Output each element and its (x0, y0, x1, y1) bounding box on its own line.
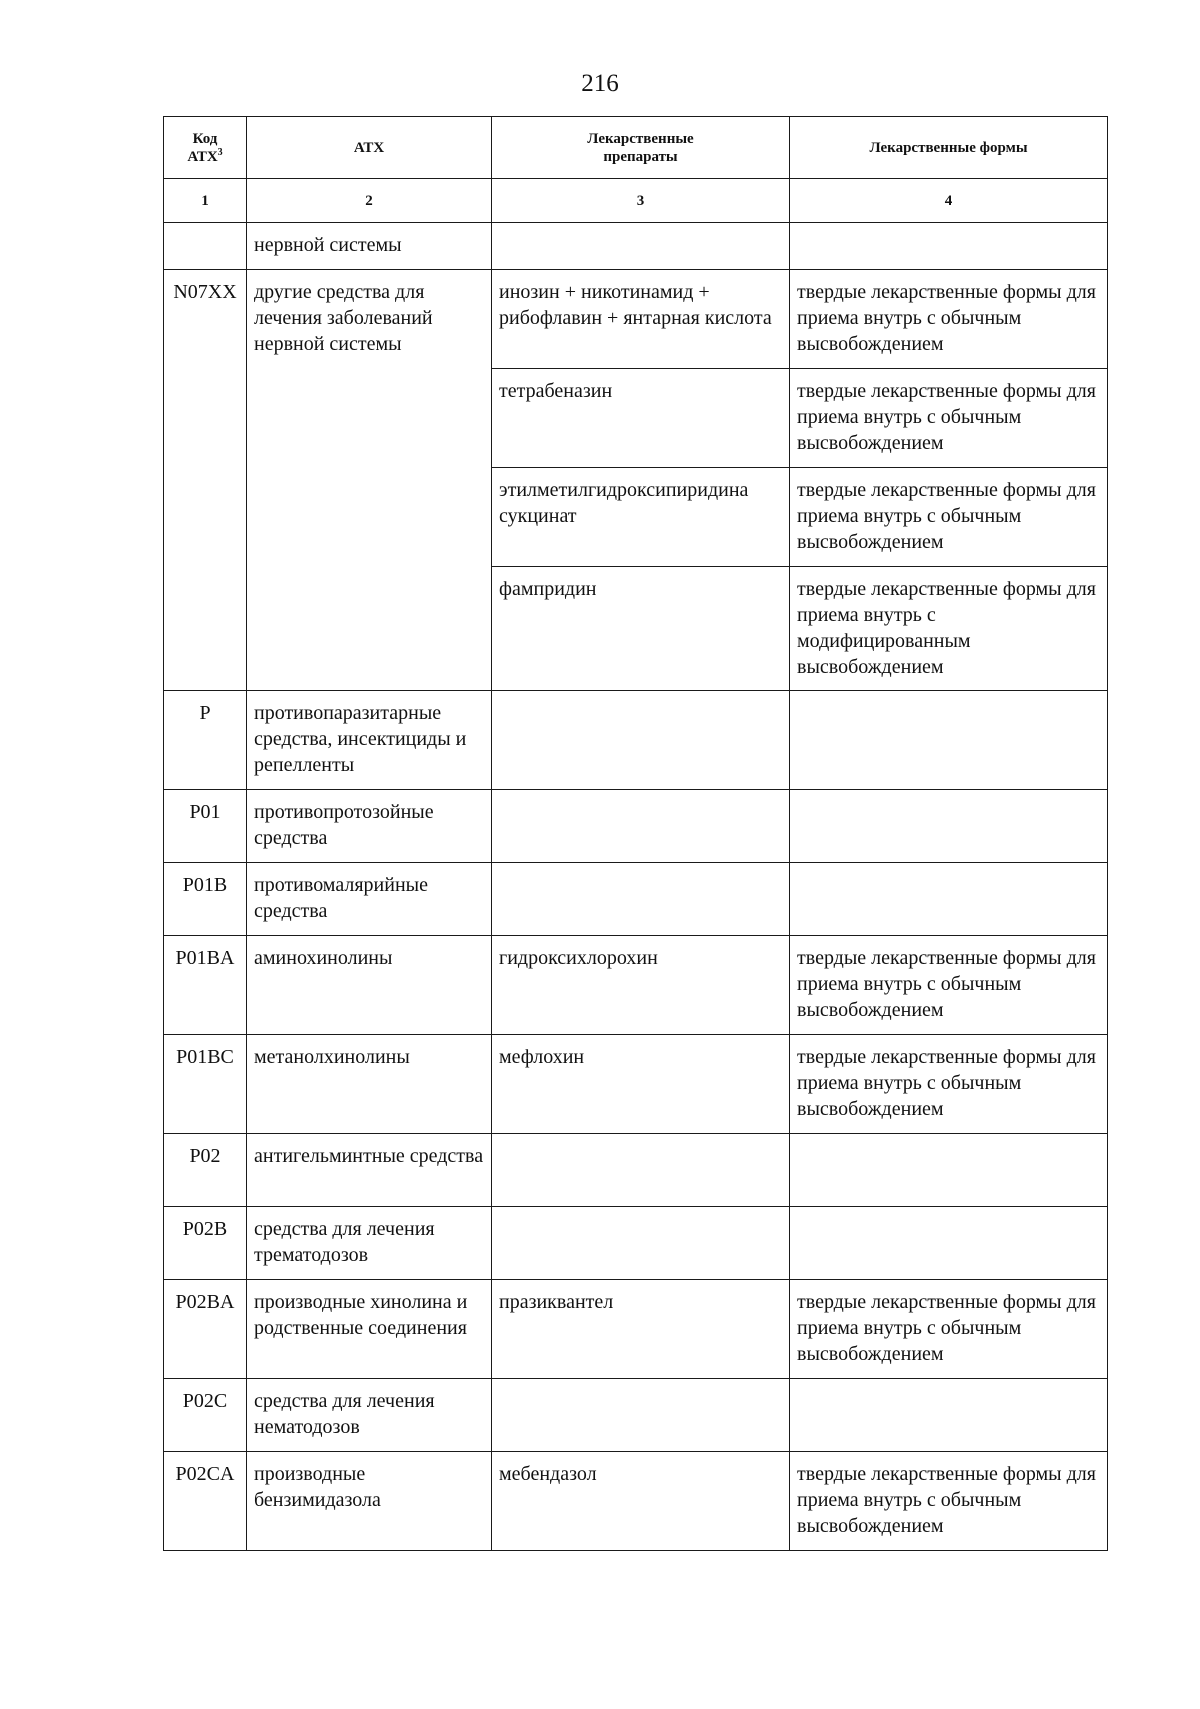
header-atc-code: Код АТХ$^3$ (164, 117, 247, 179)
table-row (164, 790, 1108, 863)
header-atc: АТХ (247, 117, 492, 179)
atc-code: P02C (164, 1379, 247, 1452)
drug-name: празиквантел (492, 1280, 790, 1379)
table-row (164, 223, 1108, 270)
atc-code: P02CA (164, 1452, 247, 1551)
dosage-form: твердые лекарственные формы для приема внутрь с модифицированным высвобождением (790, 567, 1108, 691)
dosage-form: твердые лекарственные формы для приема внутрь с обычным высвобождением (790, 468, 1108, 567)
atc-group-name: производные хинолина и родственные соединения (247, 1280, 492, 1379)
atc-group-name: антигельминтные средства (247, 1134, 492, 1207)
atc-group-name: противопаразитарные средства, инсектициды и репелленты (247, 691, 492, 790)
atc-group-name: метанолхинолины (247, 1035, 492, 1134)
dosage-form: твердые лекарственные формы для приема внутрь с обычным высвобождением (790, 936, 1108, 1035)
table-row (164, 936, 1108, 1035)
dosage-form: твердые лекарственные формы для приема внутрь с обычным высвобождением (790, 1452, 1108, 1551)
drug-name: мефлохин (492, 1035, 790, 1134)
table-row (164, 863, 1108, 936)
drug-name: этилметилгидроксипиридина сукцинат (492, 468, 790, 567)
dosage-form: твердые лекарственные формы для приема внутрь с обычным высвобождением (790, 369, 1108, 468)
atc-group-name: производные бензимидазола (247, 1452, 492, 1551)
column-number: 3 (492, 179, 790, 223)
atc-group-name: противомалярийные средства (247, 863, 492, 936)
atc-group-name: нервной системы (247, 223, 492, 270)
atc-group-name: средства для лечения трематодозов (247, 1207, 492, 1280)
atc-code: P02BA (164, 1280, 247, 1379)
atc-code: P02 (164, 1134, 247, 1207)
column-number-row (164, 179, 1108, 223)
header-dosage-forms: Лекарственные формы (790, 117, 1108, 179)
header-drugs: Лекарственные препараты (492, 117, 790, 179)
dosage-form: твердые лекарственные формы для приема внутрь с обычным высвобождением (790, 1035, 1108, 1134)
table-row (164, 1207, 1108, 1280)
table-header-row (164, 117, 1108, 179)
drug-name: гидроксихлорохин (492, 936, 790, 1035)
atc-code: P02B (164, 1207, 247, 1280)
table-row (164, 1035, 1108, 1134)
atc-code: P01 (164, 790, 247, 863)
atc-group-name: аминохинолины (247, 936, 492, 1035)
dosage-form: твердые лекарственные формы для приема внутрь с обычным высвобождением (790, 270, 1108, 369)
atc-group-name: противопротозойные средства (247, 790, 492, 863)
table-row (164, 270, 1108, 369)
drug-name: тетрабеназин (492, 369, 790, 468)
column-number: 4 (790, 179, 1108, 223)
atc-group-name: другие средства для лечения заболеваний нервной системы (247, 270, 492, 691)
table-row (164, 691, 1108, 790)
atc-code: P (164, 691, 247, 790)
dosage-form: твердые лекарственные формы для приема внутрь с обычным высвобождением (790, 1280, 1108, 1379)
page-number: 216 (581, 70, 619, 97)
atc-code: P01B (164, 863, 247, 936)
column-number: 2 (247, 179, 492, 223)
atc-code: P01BA (164, 936, 247, 1035)
atc-code: N07XX (164, 270, 247, 691)
table-row (164, 1379, 1108, 1452)
table-row (164, 1452, 1108, 1551)
atc-group-name: средства для лечения нематодозов (247, 1379, 492, 1452)
column-number: 1 (164, 179, 247, 223)
atc-code: P01BC (164, 1035, 247, 1134)
drug-name: фампридин (492, 567, 790, 691)
table-row (164, 1134, 1108, 1207)
table-row (164, 1280, 1108, 1379)
drug-name: инозин + никотинамид + рибофлавин + янтарная кислота (492, 270, 790, 369)
atc-drug-table (163, 116, 1108, 1551)
drug-name: мебендазол (492, 1452, 790, 1551)
